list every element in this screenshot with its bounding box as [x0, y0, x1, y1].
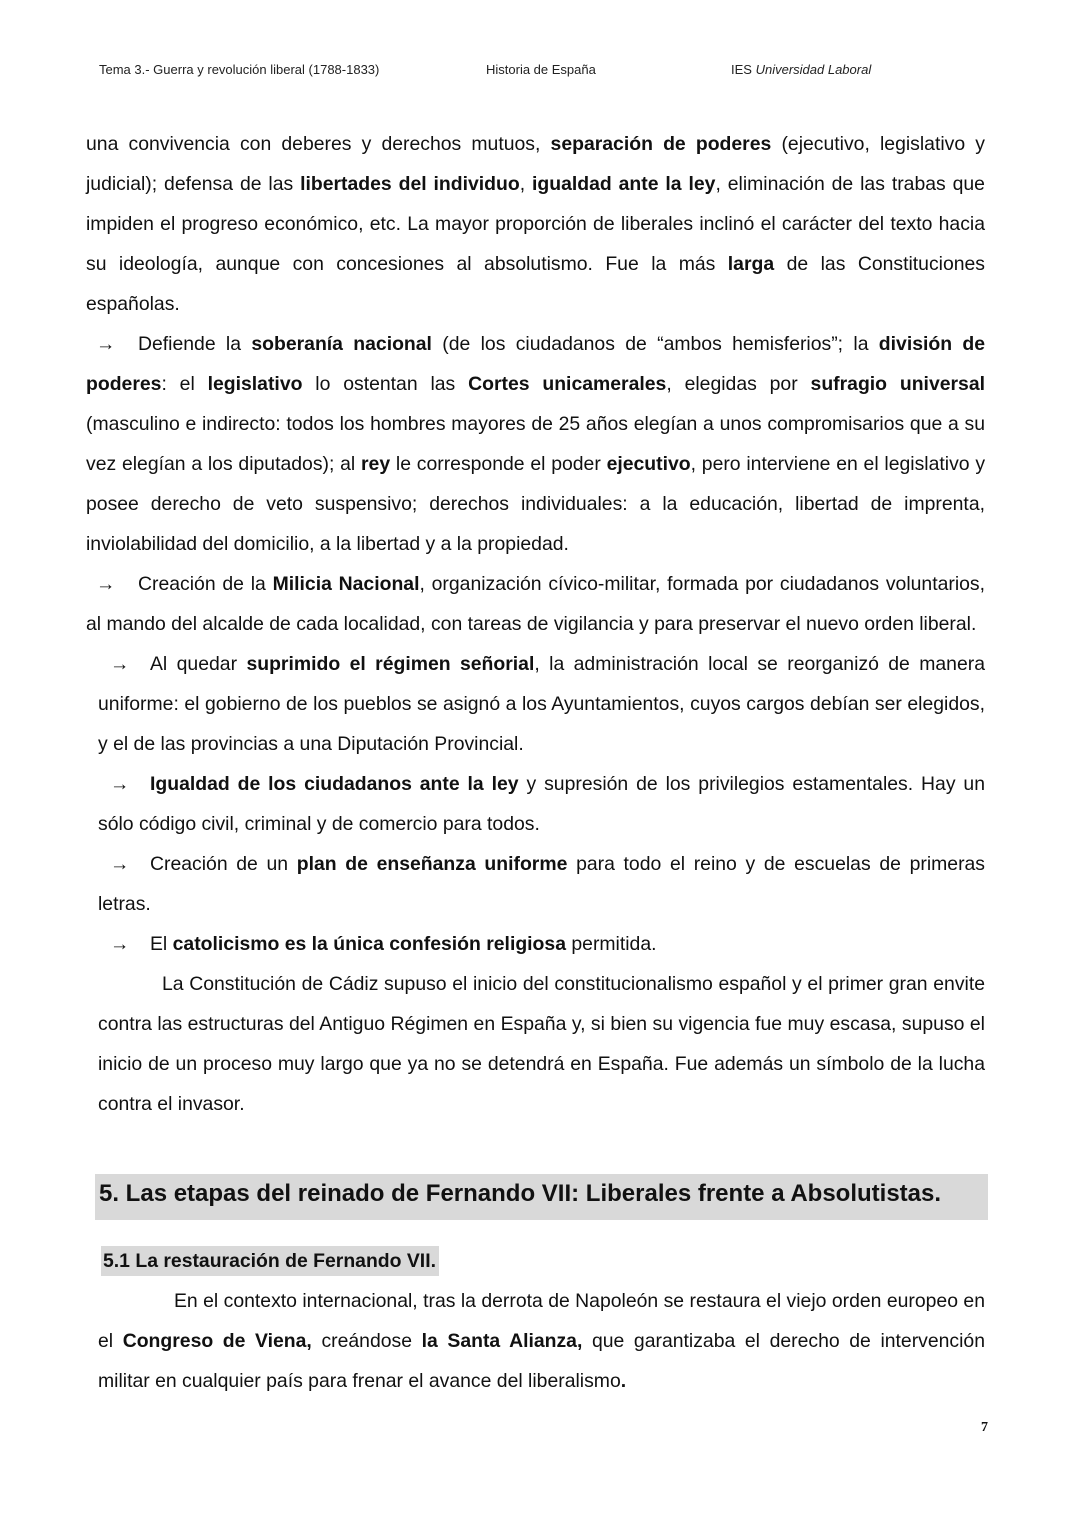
paragraph-intro: una convivencia con deberes y derechos mutuos, separación de poderes (ejecutivo, legislativo y judicial); defensa de las libertades del individuo, igualdad ante la ley, eliminación de las trabas que impiden el progreso económico, etc. La mayor proporción de liberales inclinó el carácter del texto hacia su ideología, aunque con concesiones al absolutismo. Fue la más larga de las Constituciones españolas.	[86, 133, 986, 315]
bullet-catolicismo: → El catolicismo es la única confesión religiosa permitida.	[86, 924, 985, 964]
paragraph-conclusion: La Constitución de Cádiz supuso el inicio del constitucionalismo español y el primer gran envite contra las estructuras del Antiguo Régimen en España y, si bien su vigencia fue muy escasa, supuso el inicio de un proceso muy largo que ya no se detendrá en España. Fue además un símbolo de la lucha contra el invasor.	[98, 973, 985, 1115]
bullet-ensenanza: → Creación de un plan de enseñanza uniforme para todo el reino y de escuelas de primeras letras.	[86, 844, 985, 924]
arrow-icon: →	[110, 773, 130, 795]
header-topic: Tema 3.- Guerra y revolución liberal (1788-1833)	[99, 62, 380, 77]
bullet-soberania: → Defiende la soberanía nacional (de los ciudadanos de “ambos hemisferios”; la división de poderes: el legislativo lo ostentan las Cortes unicamerales, elegidas por sufragio universal (masculino e indirecto: todos los hombres mayores de 25 años elegían a unos compromisarios que a su vez elegían a los diputados); al rey le corresponde el poder ejecutivo, pero interviene en el legislativo y posee derecho de veto suspensivo; derechos individuales: a la educación, libertad de imprenta, inviolabilidad del domicilio, a la libertad y a la propiedad.	[86, 324, 985, 564]
bullet-regimen-senorial: → Al quedar suprimido el régimen señorial, la administración local se reorganizó de manera uniforme: el gobierno de los pueblos se asignó a los Ayuntamientos, cuyos cargos debían ser elegidos, y el de las provincias a una Diputación Provincial.	[86, 644, 985, 764]
body-text-section	[98, 1281, 985, 1401]
body-text	[86, 124, 985, 1124]
bullet-igualdad: → Igualdad de los ciudadanos ante la ley y supresión de los privilegios estamentales. Hay un sólo código civil, criminal y de comercio para todos.	[86, 764, 985, 844]
arrow-icon: →	[110, 653, 130, 675]
page-header	[0, 62, 1080, 82]
arrow-icon: →	[96, 573, 116, 595]
arrow-icon: →	[110, 933, 130, 955]
header-subject: Historia de España	[486, 62, 596, 77]
section-title: 5. Las etapas del reinado de Fernando VII: Liberales frente a Absolutistas.	[95, 1174, 988, 1220]
header-school: IES Universidad Laboral	[731, 62, 872, 77]
arrow-icon: →	[96, 333, 116, 355]
paragraph-congreso-viena: En el contexto internacional, tras la derrota de Napoleón se restaura el viejo orden europeo en el Congreso de Viena, creándose la Santa Alianza, que garantizaba el derecho de intervención militar en cualquier país para frenar el avance del liberalismo.	[98, 1290, 985, 1392]
page-number: 7	[981, 1420, 988, 1435]
subsection-title: 5.1 La restauración de Fernando VII.	[101, 1246, 439, 1276]
arrow-icon: →	[110, 853, 130, 875]
bullet-milicia: → Creación de la Milicia Nacional, organización cívico-militar, formada por ciudadanos voluntarios, al mando del alcalde de cada localidad, con tareas de vigilancia y para preservar el nuevo orden liberal.	[86, 564, 985, 644]
